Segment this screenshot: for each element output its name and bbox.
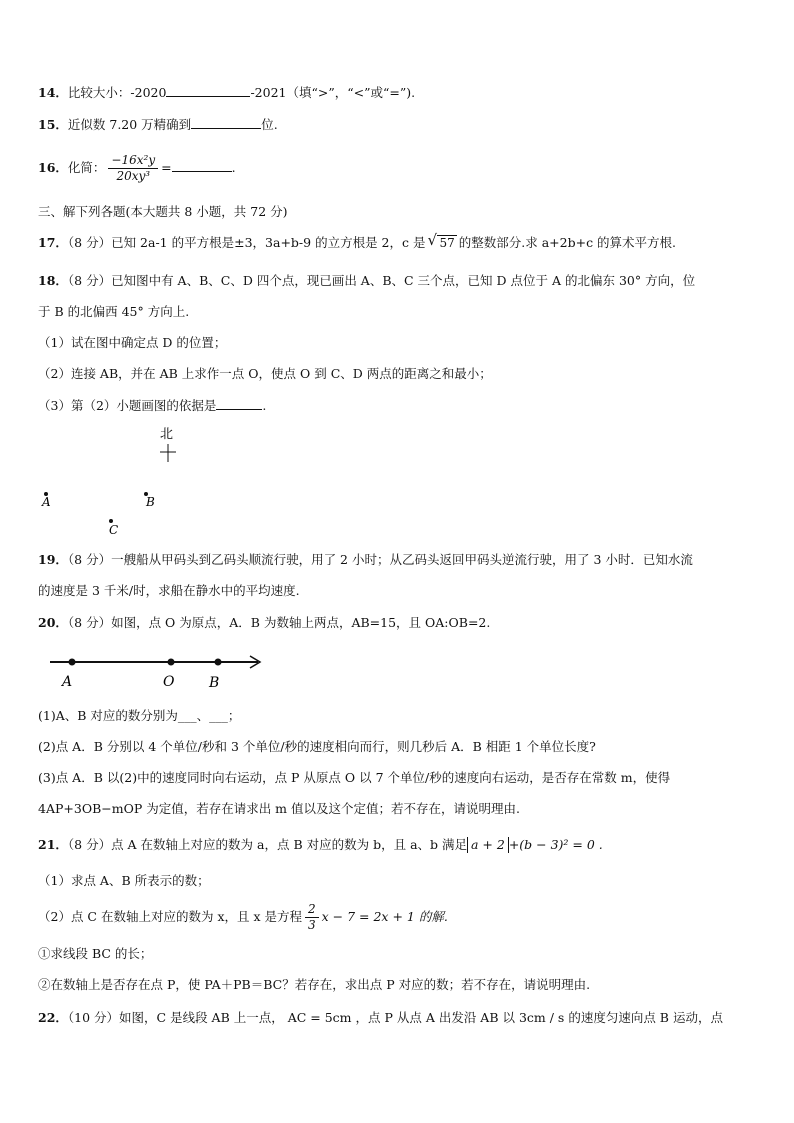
question-20-sub2: (2)点 A．B 分别以 4 个单位/秒和 3 个单位/秒的速度相向而行，则几秒后 A．B 相距 1 个单位长度? (38, 739, 596, 754)
answer-blank[interactable] (172, 159, 232, 172)
fraction-denominator: 3 (307, 918, 316, 932)
question-number: 16． (38, 160, 68, 175)
question-14 (38, 84, 415, 101)
question-number: 14． (38, 85, 68, 100)
question-20 (38, 615, 490, 631)
absolute-value: a + 2 (467, 837, 509, 853)
question-text: （8 分）点 A 在数轴上对应的数为 a，点 B 对应的数为 b，且 a、b 满足 (67, 837, 467, 852)
question-number: 20． (38, 615, 68, 630)
section-heading: 三、解下列各题(本大题共 8 小题，共 72 分) (38, 204, 288, 219)
radical-sign-icon: √ (427, 231, 438, 249)
question-21-item2: ②在数轴上是否存在点 P，使 PA＋PB＝BC？若存在，求出点 P 对应的数；若不存在，请说明理由. (38, 977, 591, 992)
label-b: B (209, 675, 220, 691)
question-text: （8 分）一艘船从甲码头到乙码头顺流行驶，用了 2 小时；从乙码头返回甲码头逆流行驶，用了 3 小时．已知水流 (67, 552, 693, 567)
question-18-sub2: （2）连接 AB，并在 AB 上求作一点 O，使点 O 到 C、D 两点的距离之和最小； (38, 366, 492, 381)
question-text: （8 分）如图，点 O 为原点，A．B 为数轴上两点，AB=15，且 OA:OB=2. (67, 615, 491, 630)
question-text: （8 分）已知 2a-1 的平方根是±3，3a+b-9 的立方根是 2，c 是 (67, 235, 426, 250)
question-18-sub3 (38, 397, 266, 414)
question-20-sub3a: (3)点 A．B 以(2)中的速度同时向右运动，点 P 从原点 O 以 7 个单位/秒的速度向右运动，是否存在常数 m，使得 (38, 770, 671, 785)
question-21-sub2 (38, 899, 448, 935)
question-text: （2）点 C 在数轴上对应的数为 x，且 x 是方程 (38, 909, 302, 924)
question-21 (38, 837, 603, 853)
question-20-sub3b: 4AP+3OB−mOP 为定值，若存在请求出 m 值以及这个定值；若不存在，请说明理由. (38, 801, 520, 816)
fraction-numerator: 2 (305, 902, 319, 918)
label-a: A (42, 495, 51, 509)
fraction-numerator: −16x²y (108, 153, 158, 169)
question-18-line1 (38, 273, 695, 289)
question-text: （8 分）已知图中有 A、B、C、D 四个点，现已画出 A、B、C 三个点，已知 D 点位于 A 的北偏东 30° 方向，位 (67, 273, 696, 288)
radicand: 57 (439, 236, 455, 250)
square-root (427, 231, 456, 251)
answer-blank[interactable] (216, 397, 262, 410)
question-17 (38, 231, 677, 251)
question-18-sub1: （1）试在图中确定点 D 的位置； (38, 335, 227, 350)
question-15 (38, 116, 278, 133)
answer-blank[interactable] (166, 84, 250, 97)
label-a: A (62, 674, 73, 690)
question-number: 22． (38, 1010, 68, 1025)
question-text: 的整数部分.求 a+2b+c 的算术平方根. (458, 235, 677, 250)
label-c: C (109, 523, 119, 537)
question-18-line2: 于 B 的北偏西 45° 方向上. (38, 304, 190, 319)
question-21-item1: ①求线段 BC 的长； (38, 946, 153, 961)
question-number: 19． (38, 552, 68, 567)
label-o: O (163, 674, 175, 690)
point-a (69, 659, 76, 666)
fraction (305, 902, 319, 933)
label-b: B (146, 495, 155, 509)
question-number: 18． (38, 273, 68, 288)
point-o (168, 659, 175, 666)
question-number: 21． (38, 837, 68, 852)
question-16 (38, 150, 236, 186)
question-text: 近似数 7.20 万精确到 (67, 117, 192, 132)
question-19-line2: 的速度是 3 千米/时，求船在静水中的平均速度. (38, 583, 300, 598)
equation-text: +(b − 3)² = 0 . (508, 837, 603, 852)
fraction (108, 153, 158, 184)
period: . (262, 398, 267, 413)
question-text: 位. (261, 117, 278, 132)
question-19-line1 (38, 552, 693, 568)
point-b (215, 659, 222, 666)
question-text: -2021（填“>”，“<”或“=”). (250, 85, 416, 100)
equals-sign: = (161, 160, 172, 175)
answer-blank[interactable] (191, 116, 261, 129)
question-text: 比较大小：-2020 (67, 85, 167, 100)
figure-20-number-line (48, 648, 268, 694)
question-21-sub1: （1）求点 A、B 所表示的数； (38, 873, 210, 888)
fraction-denominator: 20xy³ (116, 169, 151, 183)
question-number: 17． (38, 235, 68, 250)
equation-text: x − 7 = 2x + 1 的解. (321, 909, 448, 924)
period: . (231, 160, 236, 175)
north-label: 北 (160, 427, 174, 442)
question-text: （3）第（2）小题画图的依据是 (38, 398, 217, 413)
question-text: （10 分）如图，C 是线段 AB 上一点， AC = 5cm ，点 P 从点 A 出发沿 AB 以 3cm / s 的速度匀速向点 B 运动，点 (67, 1010, 723, 1025)
figure-18 (30, 420, 210, 545)
question-text: 化简： (67, 160, 106, 175)
question-number: 15． (38, 117, 68, 132)
question-20-sub1: (1)A、B 对应的数分别为___、___； (38, 708, 241, 723)
question-22 (38, 1010, 723, 1026)
